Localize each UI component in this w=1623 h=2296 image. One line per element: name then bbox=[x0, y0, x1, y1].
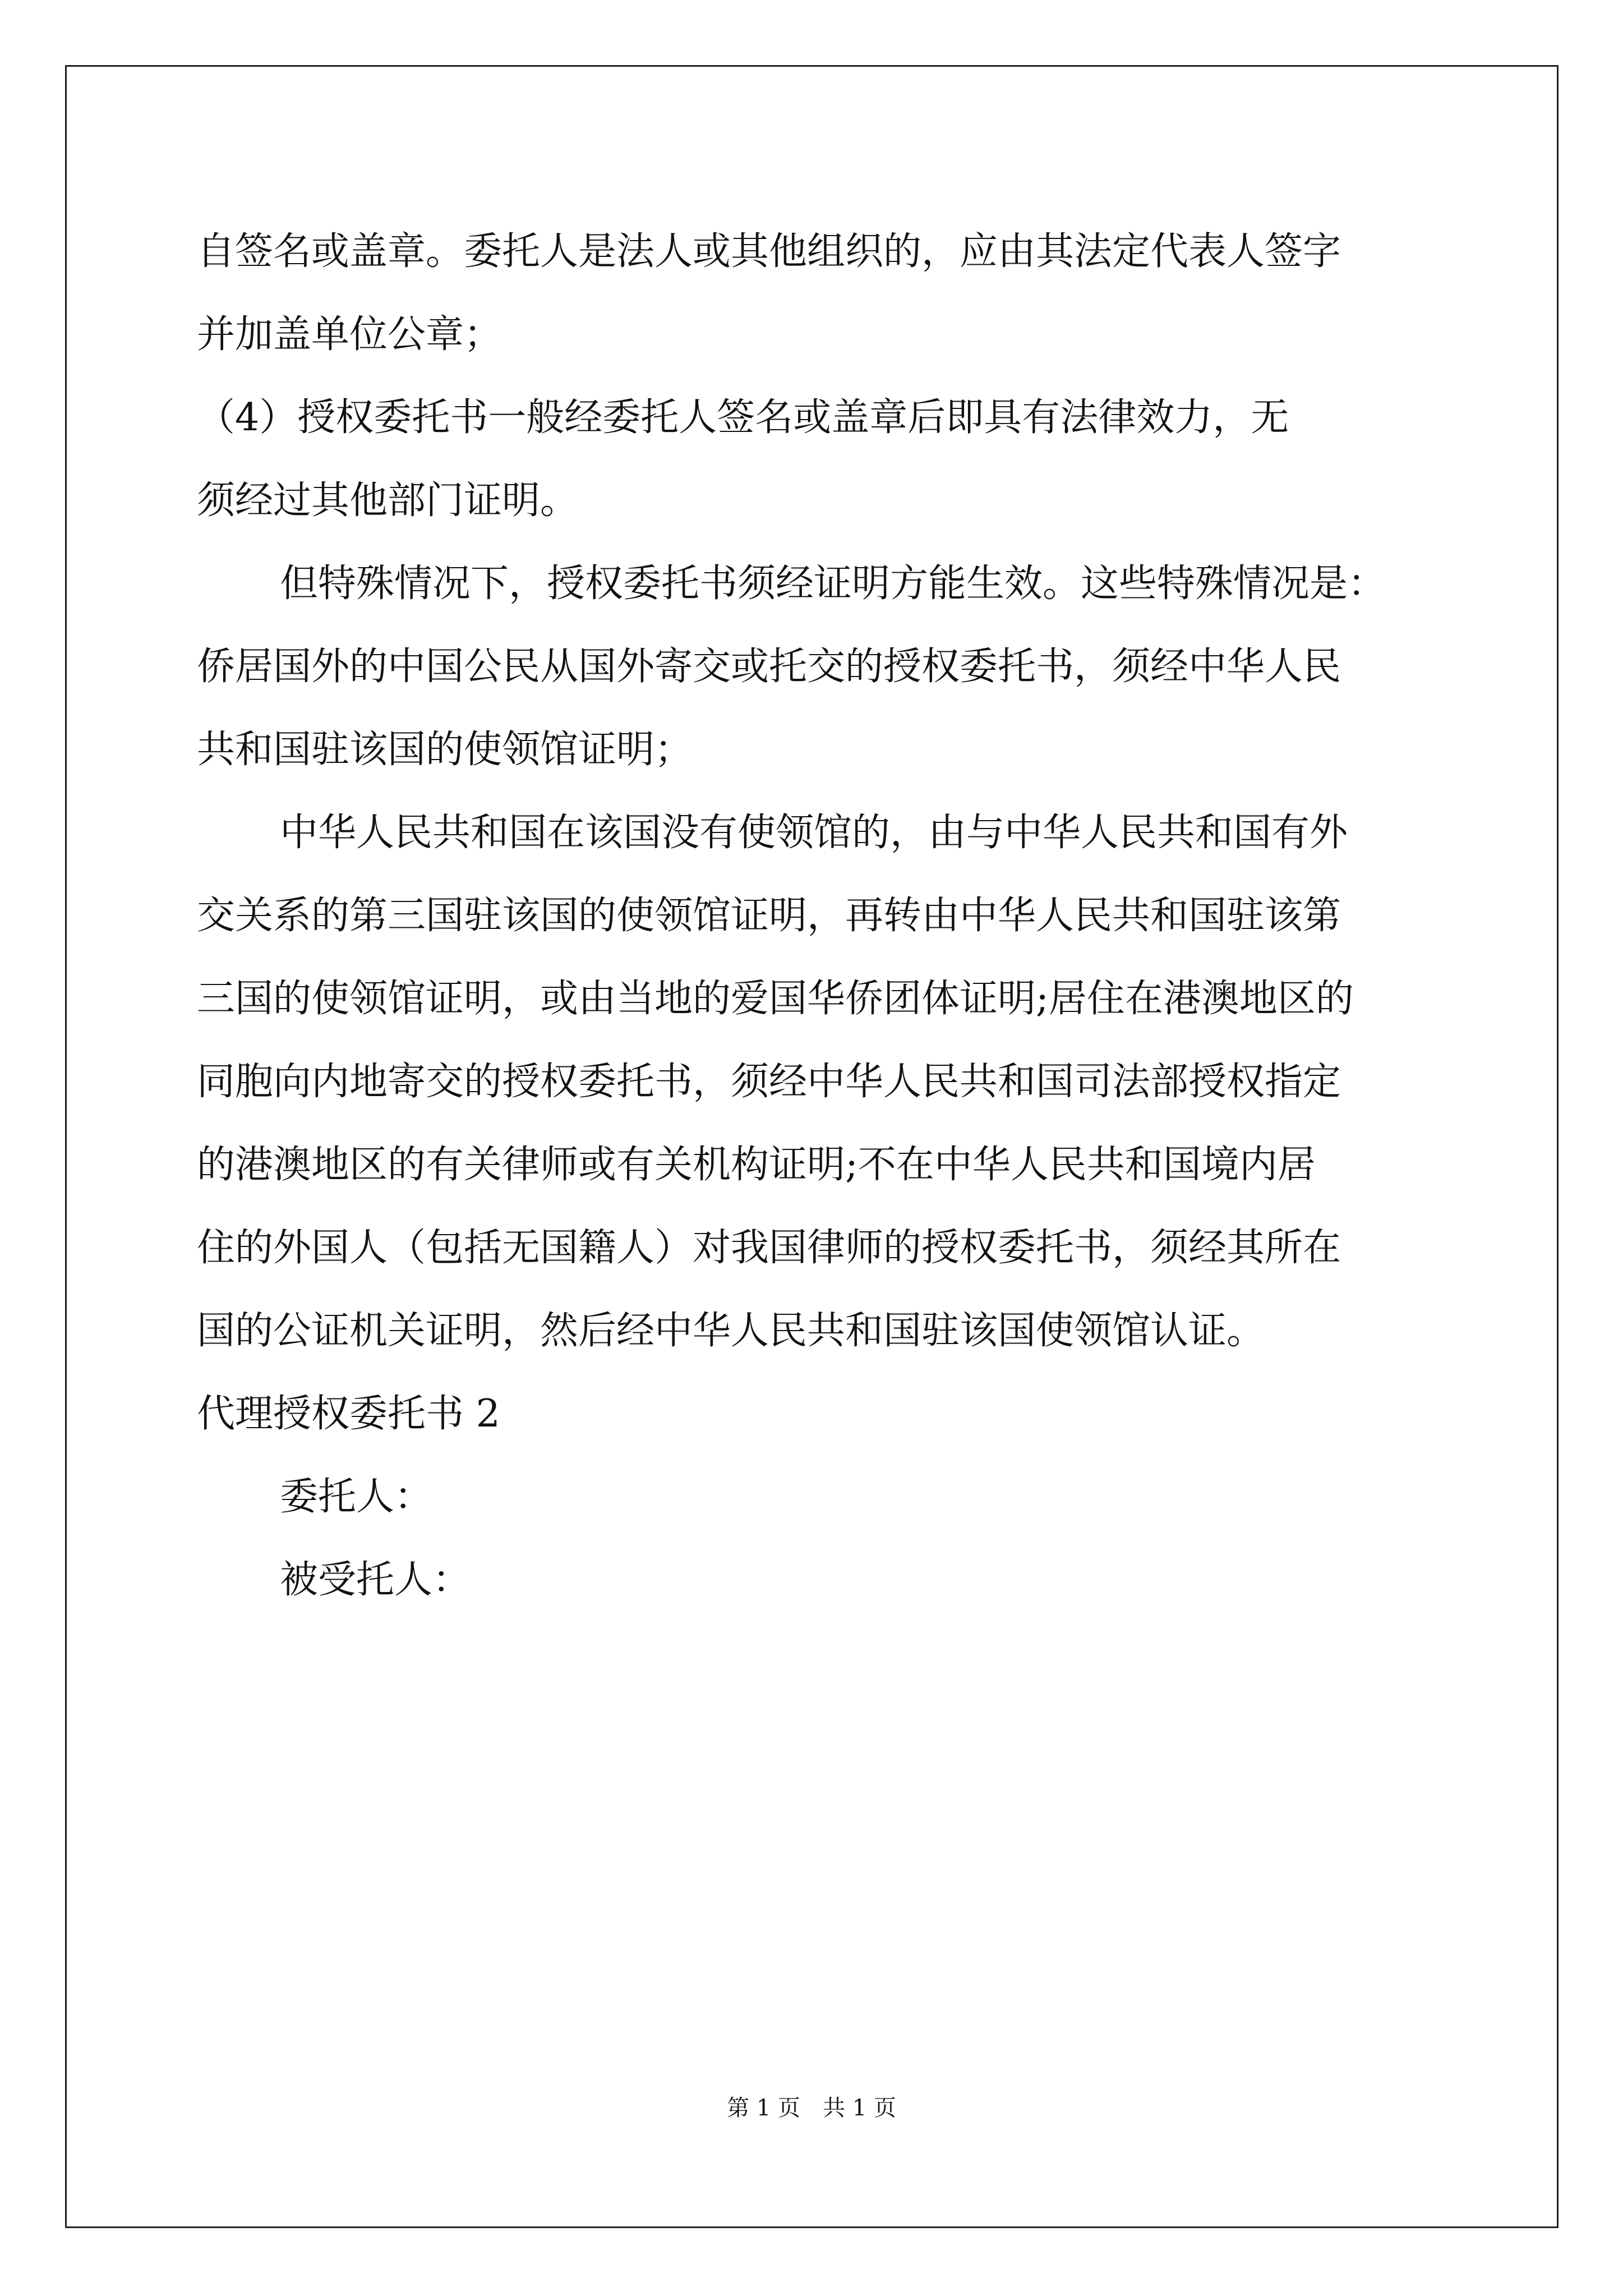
text-line: 中华人民共和国在该国没有使领馆的，由与中华人民共和国有外 bbox=[280, 811, 1348, 855]
page-footer bbox=[0, 2090, 1623, 2122]
field-label-principal: 委托人： bbox=[280, 1475, 433, 1519]
text-line: 须经过其他部门证明。 bbox=[197, 478, 579, 523]
text-line: 三国的使领馆证明，或由当地的爱国华侨团体证明;居住在港澳地区的 bbox=[197, 977, 1354, 1021]
text-line: 的港澳地区的有关律师或有关机构证明;不在中华人民共和国境内居 bbox=[197, 1143, 1316, 1187]
text-line: 自签名或盖章。委托人是法人或其他组织的，应由其法定代表人签字 bbox=[197, 229, 1341, 274]
text-line: （4）授权委托书一般经委托人签名或盖章后即具有法律效力，无 bbox=[197, 395, 1289, 440]
text-line: 国的公证机关证明，然后经中华人民共和国驻该国使领馆认证。 bbox=[197, 1309, 1265, 1353]
text-line: 侨居国外的中国公民从国外寄交或托交的授权委托书，须经中华人民 bbox=[197, 645, 1341, 689]
page-number-label: 第 1 页 共 1 页 bbox=[727, 2095, 896, 2121]
text-line: 共和国驻该国的使领馆证明； bbox=[197, 728, 693, 772]
text-line: 同胞向内地寄交的授权委托书，须经中华人民共和国司法部授权指定 bbox=[197, 1060, 1341, 1104]
field-label-agent: 被受托人： bbox=[280, 1558, 471, 1602]
text-line: 但特殊情况下，授权委托书须经证明方能生效。这些特殊情况是： bbox=[280, 562, 1386, 606]
text-line: 交关系的第三国驻该国的使领馆证明，再转由中华人民共和国驻该第 bbox=[197, 894, 1341, 938]
document-body bbox=[197, 210, 1433, 1622]
section-heading: 代理授权委托书 2 bbox=[197, 1392, 500, 1436]
text-line: 并加盖单位公章； bbox=[197, 312, 502, 357]
text-line: 住的外国人（包括无国籍人）对我国律师的授权委托书，须经其所在 bbox=[197, 1226, 1341, 1270]
